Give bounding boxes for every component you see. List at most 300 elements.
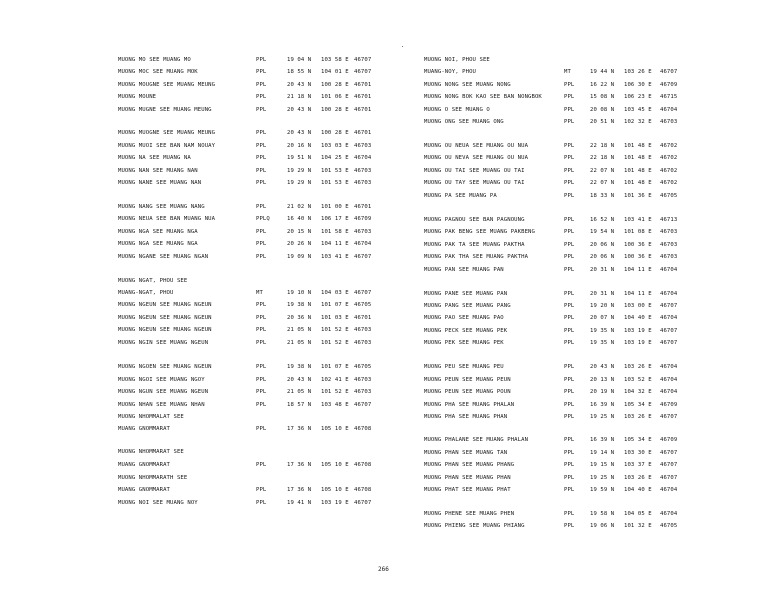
feature-type: PPL	[564, 303, 575, 309]
feature-type: PPL	[564, 193, 575, 199]
feature-type: PPL	[564, 414, 575, 420]
place-name: MUONG PANG SEE MUANG PANG	[424, 303, 511, 309]
latitude: 19 58 N	[590, 511, 615, 517]
feature-type: PPL	[564, 437, 575, 443]
map-code: 46703	[660, 242, 678, 248]
longitude: 100 36 E	[624, 242, 652, 248]
longitude: 104 11 E	[321, 241, 349, 247]
feature-type: PPL	[256, 302, 267, 308]
place-name: MUANG GNOMMARAT	[118, 462, 171, 468]
feature-type: MT	[564, 69, 571, 75]
longitude: 101 08 E	[624, 229, 652, 235]
map-code: 46707	[660, 303, 678, 309]
map-code: 46704	[660, 377, 678, 383]
map-code: 46703	[354, 180, 372, 186]
map-code: 46709	[660, 402, 678, 408]
place-name: MUONG PAO SEE MUANG PAO	[424, 315, 504, 321]
place-name: MUONG NGOEN SEE MUANG NGEUN	[118, 364, 212, 370]
place-name: MUONG PEK SEE MUANG PEK	[424, 340, 504, 346]
latitude: 17 36 N	[287, 426, 312, 432]
place-name: MUONG OU NEUA SEE MUANG OU NUA	[424, 143, 529, 149]
feature-type: PPL	[564, 328, 575, 334]
longitude: 103 19 E	[624, 340, 652, 346]
longitude: 106 30 E	[624, 82, 652, 88]
feature-type: PPL	[564, 462, 575, 468]
feature-type: PPL	[564, 523, 575, 529]
place-name: MUONG NONG SEE MUANG NONG	[424, 82, 511, 88]
map-code: 46703	[660, 229, 678, 235]
feature-type: PPL	[256, 254, 267, 260]
feature-type: PPL	[256, 462, 267, 468]
feature-type: PPL	[564, 107, 575, 113]
feature-type: PPL	[564, 389, 575, 395]
latitude: 15 08 N	[590, 94, 615, 100]
latitude: 20 16 N	[287, 143, 312, 149]
latitude: 20 06 N	[590, 242, 615, 248]
longitude: 102 32 E	[624, 119, 652, 125]
map-code: 46701	[354, 82, 372, 88]
longitude: 101 48 E	[624, 155, 652, 161]
map-code: 46704	[354, 241, 372, 247]
latitude: 20 43 N	[590, 364, 615, 370]
feature-type: PPL	[564, 155, 575, 161]
longitude: 103 19 E	[624, 328, 652, 334]
place-name: MUONG NANG SEE MUANG NANG	[118, 204, 205, 210]
longitude: 101 07 E	[321, 364, 349, 370]
longitude: 101 58 E	[321, 229, 349, 235]
map-code: 46707	[354, 57, 372, 63]
longitude: 104 05 E	[624, 511, 652, 517]
place-name: MUONG NGUN SEE MUANG NGEUN	[118, 389, 209, 395]
latitude: 16 39 N	[590, 437, 615, 443]
longitude: 102 41 E	[321, 377, 349, 383]
place-name: MUONG O SEE MUANG O	[424, 107, 490, 113]
feature-type: PPL	[564, 475, 575, 481]
latitude: 19 54 N	[590, 229, 615, 235]
map-code: 46703	[354, 377, 372, 383]
map-code: 46703	[660, 119, 678, 125]
latitude: 21 05 N	[287, 340, 312, 346]
map-code: 46703	[354, 389, 372, 395]
place-name: MUONG PHAN SEE MUANG TAN	[424, 450, 508, 456]
latitude: 20 36 N	[287, 315, 312, 321]
place-name: MUONG PHALANE SEE MUANG PHALAN	[424, 437, 529, 443]
longitude: 104 03 E	[321, 290, 349, 296]
feature-type: PPL	[564, 242, 575, 248]
longitude: 103 26 E	[624, 475, 652, 481]
map-code: 46707	[660, 340, 678, 346]
longitude: 100 36 E	[624, 254, 652, 260]
map-code: 46704	[660, 364, 678, 370]
feature-type: PPL	[256, 130, 267, 136]
map-code: 46703	[354, 143, 372, 149]
feature-type: PPL	[564, 229, 575, 235]
place-name: MUONG PANE SEE MUANG PAN	[424, 291, 508, 297]
place-name: MUONG NHOMMALAT SEE	[118, 414, 184, 420]
latitude: 20 43 N	[287, 82, 312, 88]
longitude: 103 52 E	[624, 377, 652, 383]
place-name: MUONG NAN SEE MUANG NAN	[118, 168, 198, 174]
map-code: 46708	[354, 462, 372, 468]
map-code: 46704	[660, 315, 678, 321]
feature-type: PPL	[256, 500, 267, 506]
longitude: 103 41 E	[624, 217, 652, 223]
map-code: 46709	[660, 437, 678, 443]
map-code: 46703	[354, 229, 372, 235]
longitude: 104 11 E	[624, 267, 652, 273]
feature-type: PPL	[564, 377, 575, 383]
feature-type: PPL	[256, 364, 267, 370]
longitude: 101 52 E	[321, 340, 349, 346]
map-code: 46701	[354, 204, 372, 210]
feature-type: PPL	[564, 143, 575, 149]
latitude: 19 35 N	[590, 328, 615, 334]
place-name: MUONG ONG SEE MUANG ONG	[424, 119, 504, 125]
longitude: 101 32 E	[624, 523, 652, 529]
place-name: MUONG OU NEVA SEE MUANG OU NUA	[424, 155, 529, 161]
latitude: 19 15 N	[590, 462, 615, 468]
latitude: 20 43 N	[287, 377, 312, 383]
feature-type: PPLQ	[256, 216, 270, 222]
map-code: 46707	[354, 290, 372, 296]
latitude: 19 59 N	[590, 487, 615, 493]
place-name: MUONG NGA SEE MUANG NGA	[118, 229, 198, 235]
latitude: 19 29 N	[287, 180, 312, 186]
place-name: MUONG PHAT SEE MUANG PHAT	[424, 487, 511, 493]
feature-type: PPL	[256, 94, 267, 100]
place-name: MUONG NGIN SEE MUANG NGEUN	[118, 340, 209, 346]
place-name: MUONG NHOMMARAT SEE	[118, 449, 184, 455]
longitude: 101 52 E	[321, 389, 349, 395]
place-name: MUONG NHAN SEE MUANG NHAN	[118, 402, 205, 408]
map-code: 46704	[354, 155, 372, 161]
place-name: MUONG PAN SEE MUANG PAN	[424, 267, 504, 273]
latitude: 21 02 N	[287, 204, 312, 210]
latitude: 19 38 N	[287, 302, 312, 308]
map-code: 46707	[354, 402, 372, 408]
map-code: 46707	[354, 254, 372, 260]
map-code: 46715	[660, 94, 678, 100]
longitude: 101 06 E	[321, 94, 349, 100]
feature-type: PPL	[564, 340, 575, 346]
place-name: MUONG MOUNE	[118, 94, 157, 100]
longitude: 106 17 E	[321, 216, 349, 222]
feature-type: PPL	[564, 119, 575, 125]
feature-type: PPL	[256, 327, 267, 333]
latitude: 20 31 N	[590, 291, 615, 297]
place-name: MUONG PAGNOU SEE BAN PAGNOUNG	[424, 217, 525, 223]
map-code: 46705	[354, 364, 372, 370]
longitude: 101 07 E	[321, 302, 349, 308]
feature-type: PPL	[564, 217, 575, 223]
place-name: MUANG-NGAT, PHOU	[118, 290, 174, 296]
feature-type: PPL	[256, 155, 267, 161]
place-name: MUONG NA SEE MUANG NA	[118, 155, 191, 161]
map-code: 46702	[660, 143, 678, 149]
place-name: MUANG-NOY, PHOU	[424, 69, 477, 75]
latitude: 20 15 N	[287, 229, 312, 235]
latitude: 19 06 N	[590, 523, 615, 529]
feature-type: PPL	[564, 291, 575, 297]
latitude: 20 07 N	[590, 315, 615, 321]
place-name: MUONG NGEUN SEE MUANG NGEUN	[118, 327, 212, 333]
map-code: 46702	[660, 180, 678, 186]
longitude: 101 03 E	[321, 315, 349, 321]
scan-speck	[402, 46, 403, 47]
map-code: 46705	[354, 302, 372, 308]
longitude: 104 40 E	[624, 487, 652, 493]
map-code: 46707	[660, 328, 678, 334]
place-name: MUONG PAK BENG SEE MUANG PAKBENG	[424, 229, 535, 235]
longitude: 103 37 E	[624, 462, 652, 468]
feature-type: PPL	[564, 168, 575, 174]
longitude: 103 41 E	[321, 254, 349, 260]
longitude: 100 28 E	[321, 130, 349, 136]
map-code: 46707	[660, 475, 678, 481]
longitude: 105 10 E	[321, 462, 349, 468]
latitude: 16 39 N	[590, 402, 615, 408]
place-name: MUANG GNOMMARAT	[118, 426, 171, 432]
longitude: 103 26 E	[624, 364, 652, 370]
map-code: 46704	[660, 487, 678, 493]
longitude: 104 40 E	[624, 315, 652, 321]
map-code: 46707	[660, 450, 678, 456]
latitude: 19 10 N	[287, 290, 312, 296]
map-code: 46704	[660, 511, 678, 517]
map-code: 46708	[354, 487, 372, 493]
feature-type: PPL	[256, 143, 267, 149]
place-name: MUONG MO SEE MUANG MO	[118, 57, 191, 63]
map-code: 46705	[660, 193, 678, 199]
map-code: 46701	[354, 130, 372, 136]
longitude: 103 48 E	[321, 402, 349, 408]
latitude: 19 51 N	[287, 155, 312, 161]
map-code: 46701	[354, 94, 372, 100]
feature-type: PPL	[256, 487, 267, 493]
map-code: 46707	[660, 414, 678, 420]
longitude: 105 34 E	[624, 402, 652, 408]
map-code: 46701	[354, 315, 372, 321]
place-name: MUONG NGANE SEE MUANG NGAN	[118, 254, 209, 260]
feature-type: PPL	[256, 426, 267, 432]
place-name: MUONG NGEUN SEE MUANG NGEUN	[118, 302, 212, 308]
longitude: 103 26 E	[624, 414, 652, 420]
feature-type: PPL	[256, 389, 267, 395]
feature-type: PPL	[564, 254, 575, 260]
map-code: 46702	[660, 155, 678, 161]
map-code: 46704	[660, 389, 678, 395]
map-code: 46707	[660, 69, 678, 75]
feature-type: PPL	[564, 402, 575, 408]
longitude: 101 48 E	[624, 143, 652, 149]
feature-type: PPL	[256, 241, 267, 247]
latitude: 21 05 N	[287, 327, 312, 333]
latitude: 16 40 N	[287, 216, 312, 222]
latitude: 20 13 N	[590, 377, 615, 383]
longitude: 104 01 E	[321, 69, 349, 75]
place-name: MUONG PECK SEE MUANG PEK	[424, 328, 508, 334]
feature-type: PPL	[256, 340, 267, 346]
longitude: 103 26 E	[624, 69, 652, 75]
latitude: 21 05 N	[287, 389, 312, 395]
longitude: 105 10 E	[321, 487, 349, 493]
longitude: 103 45 E	[624, 107, 652, 113]
feature-type: PPL	[256, 229, 267, 235]
feature-type: PPL	[564, 364, 575, 370]
longitude: 103 03 E	[321, 143, 349, 149]
feature-type: PPL	[564, 450, 575, 456]
latitude: 22 18 N	[590, 143, 615, 149]
longitude: 105 10 E	[321, 426, 349, 432]
map-code: 46707	[354, 500, 372, 506]
map-code: 46704	[660, 107, 678, 113]
latitude: 20 08 N	[590, 107, 615, 113]
place-name: MUONG PHIENG SEE MUANG PHIANG	[424, 523, 525, 529]
latitude: 20 43 N	[287, 130, 312, 136]
latitude: 20 26 N	[287, 241, 312, 247]
latitude: 19 41 N	[287, 500, 312, 506]
place-name: MUONG PHA SEE MUANG PHAN	[424, 414, 508, 420]
latitude: 17 36 N	[287, 487, 312, 493]
latitude: 21 18 N	[287, 94, 312, 100]
longitude: 101 53 E	[321, 180, 349, 186]
latitude: 19 29 N	[287, 168, 312, 174]
place-name: MUONG PHA SEE MUANG PHALAN	[424, 402, 515, 408]
feature-type: PPL	[256, 180, 267, 186]
feature-type: PPL	[256, 377, 267, 383]
place-name: MUONG OU TAY SEE MUANG OU TAI	[424, 180, 525, 186]
place-name: MUONG PEUN SEE MUANG POUN	[424, 389, 511, 395]
longitude: 101 36 E	[624, 193, 652, 199]
feature-type: PPL	[256, 168, 267, 174]
feature-type: PPL	[256, 402, 267, 408]
place-name: MUONG PAK THA SEE MUANG PAKTHA	[424, 254, 529, 260]
longitude: 101 48 E	[624, 168, 652, 174]
map-code: 46708	[354, 426, 372, 432]
longitude: 100 28 E	[321, 107, 349, 113]
longitude: 105 34 E	[624, 437, 652, 443]
feature-type: PPL	[564, 180, 575, 186]
latitude: 20 06 N	[590, 254, 615, 260]
place-name: MUONG NGEUN SEE MUANG NGEUN	[118, 315, 212, 321]
place-name: MUONG NANE SEE MUANG NAN	[118, 180, 202, 186]
map-code: 46709	[660, 82, 678, 88]
longitude: 101 48 E	[624, 180, 652, 186]
place-name: MUONG MUOGNE SEE MUANG MEUNG	[118, 130, 216, 136]
place-name: MUONG NGA SEE MUANG NGA	[118, 241, 198, 247]
map-code: 46701	[354, 107, 372, 113]
latitude: 20 51 N	[590, 119, 615, 125]
map-code: 46703	[354, 327, 372, 333]
latitude: 20 43 N	[287, 107, 312, 113]
map-code: 46703	[354, 340, 372, 346]
feature-type: PPL	[256, 107, 267, 113]
place-name: MUONG NEUA SEE BAN MUANG NUA	[118, 216, 216, 222]
place-name: MUONG NGOI SEE MUANG NGOY	[118, 377, 205, 383]
map-code: 46705	[660, 523, 678, 529]
longitude: 106 23 E	[624, 94, 652, 100]
place-name: MUONG MOUGNE SEE MUANG MEUNG	[118, 82, 216, 88]
latitude: 19 38 N	[287, 364, 312, 370]
place-name: MUONG PHAN SEE MUANG PHANG	[424, 462, 515, 468]
longitude: 101 53 E	[321, 168, 349, 174]
longitude: 103 30 E	[624, 450, 652, 456]
latitude: 19 25 N	[590, 475, 615, 481]
latitude: 22 18 N	[590, 155, 615, 161]
latitude: 19 04 N	[287, 57, 312, 63]
latitude: 22 07 N	[590, 180, 615, 186]
latitude: 19 35 N	[590, 340, 615, 346]
place-name: MUONG PHENE SEE MUANG PHEN	[424, 511, 515, 517]
place-name: MUONG NHOMMARATH SEE	[118, 475, 188, 481]
longitude: 101 52 E	[321, 327, 349, 333]
place-name: MUONG MUGNE SEE MUANG MEUNG	[118, 107, 212, 113]
place-name: MUONG OU TAI SEE MUANG OU TAI	[424, 168, 525, 174]
feature-type: PPL	[256, 82, 267, 88]
place-name: MUONG NONG BOK KAO SEE BAN NONGBOK	[424, 94, 542, 100]
map-code: 46704	[660, 267, 678, 273]
feature-type: PPL	[256, 204, 267, 210]
map-code: 46707	[354, 69, 372, 75]
latitude: 19 20 N	[590, 303, 615, 309]
map-code: 46703	[660, 254, 678, 260]
latitude: 19 44 N	[590, 69, 615, 75]
map-code: 46702	[660, 168, 678, 174]
map-code: 46707	[660, 462, 678, 468]
place-name: MUONG PEU SEE MUANG PEU	[424, 364, 504, 370]
feature-type: PPL	[564, 82, 575, 88]
map-code: 46703	[354, 168, 372, 174]
page-number: 266	[378, 566, 389, 573]
latitude: 20 31 N	[590, 267, 615, 273]
latitude: 18 57 N	[287, 402, 312, 408]
latitude: 16 52 N	[590, 217, 615, 223]
map-code: 46709	[354, 216, 372, 222]
latitude: 22 07 N	[590, 168, 615, 174]
feature-type: MT	[256, 290, 263, 296]
latitude: 18 33 N	[590, 193, 615, 199]
longitude: 104 11 E	[624, 291, 652, 297]
longitude: 103 58 E	[321, 57, 349, 63]
feature-type: PPL	[564, 315, 575, 321]
latitude: 16 22 N	[590, 82, 615, 88]
feature-type: PPL	[564, 511, 575, 517]
feature-type: PPL	[564, 267, 575, 273]
place-name: MUONG PAK TA SEE MUANG PAKTHA	[424, 242, 525, 248]
feature-type: PPL	[564, 94, 575, 100]
place-name: MUONG PHAN SEE MUANG PHAN	[424, 475, 511, 481]
latitude: 17 36 N	[287, 462, 312, 468]
latitude: 19 14 N	[590, 450, 615, 456]
place-name: MUONG PA SEE MUANG PA	[424, 193, 497, 199]
place-name: MUANG GNOMMARAT	[118, 487, 171, 493]
place-name: MUONG MOC SEE MUANG MOK	[118, 69, 198, 75]
longitude: 104 25 E	[321, 155, 349, 161]
place-name: MUONG PEUN SEE MUANG PEUN	[424, 377, 511, 383]
latitude: 18 55 N	[287, 69, 312, 75]
feature-type: PPL	[564, 487, 575, 493]
map-code: 46713	[660, 217, 678, 223]
longitude: 104 32 E	[624, 389, 652, 395]
map-code: 46704	[660, 291, 678, 297]
place-name: MUONG NGAT, PHOU SEE	[118, 278, 188, 284]
feature-type: PPL	[256, 69, 267, 75]
place-name: MUONG NOI SEE MUANG NOY	[118, 500, 198, 506]
longitude: 103 19 E	[321, 500, 349, 506]
place-name: MUONG NOI, PHOU SEE	[424, 57, 490, 63]
longitude: 101 00 E	[321, 204, 349, 210]
latitude: 19 25 N	[590, 414, 615, 420]
